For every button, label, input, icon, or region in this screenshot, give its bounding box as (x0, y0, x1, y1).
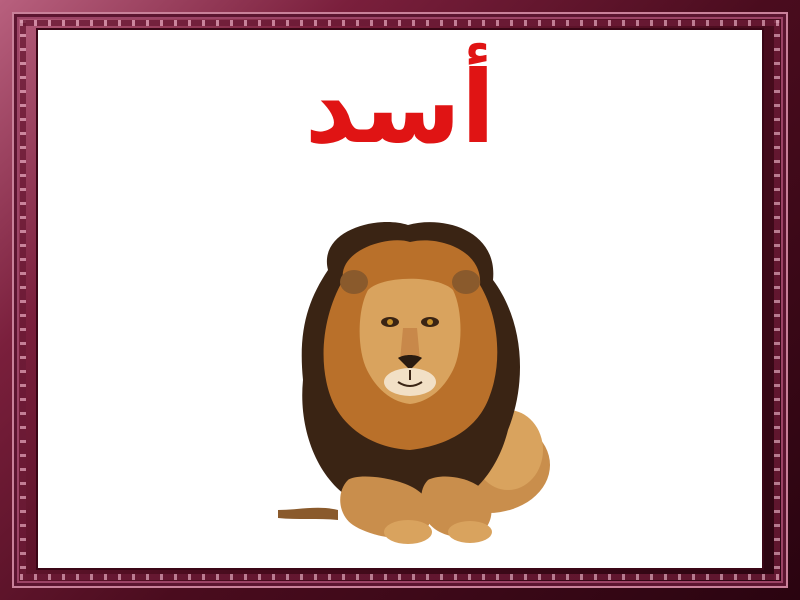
frame-pattern-top (20, 20, 780, 26)
flashcard (38, 30, 762, 568)
card-word: أسد (304, 49, 496, 166)
frame-pattern-right (774, 20, 780, 580)
lion-image (258, 210, 558, 560)
frame-pattern-bottom (20, 574, 780, 580)
frame-pattern-left (20, 20, 26, 580)
